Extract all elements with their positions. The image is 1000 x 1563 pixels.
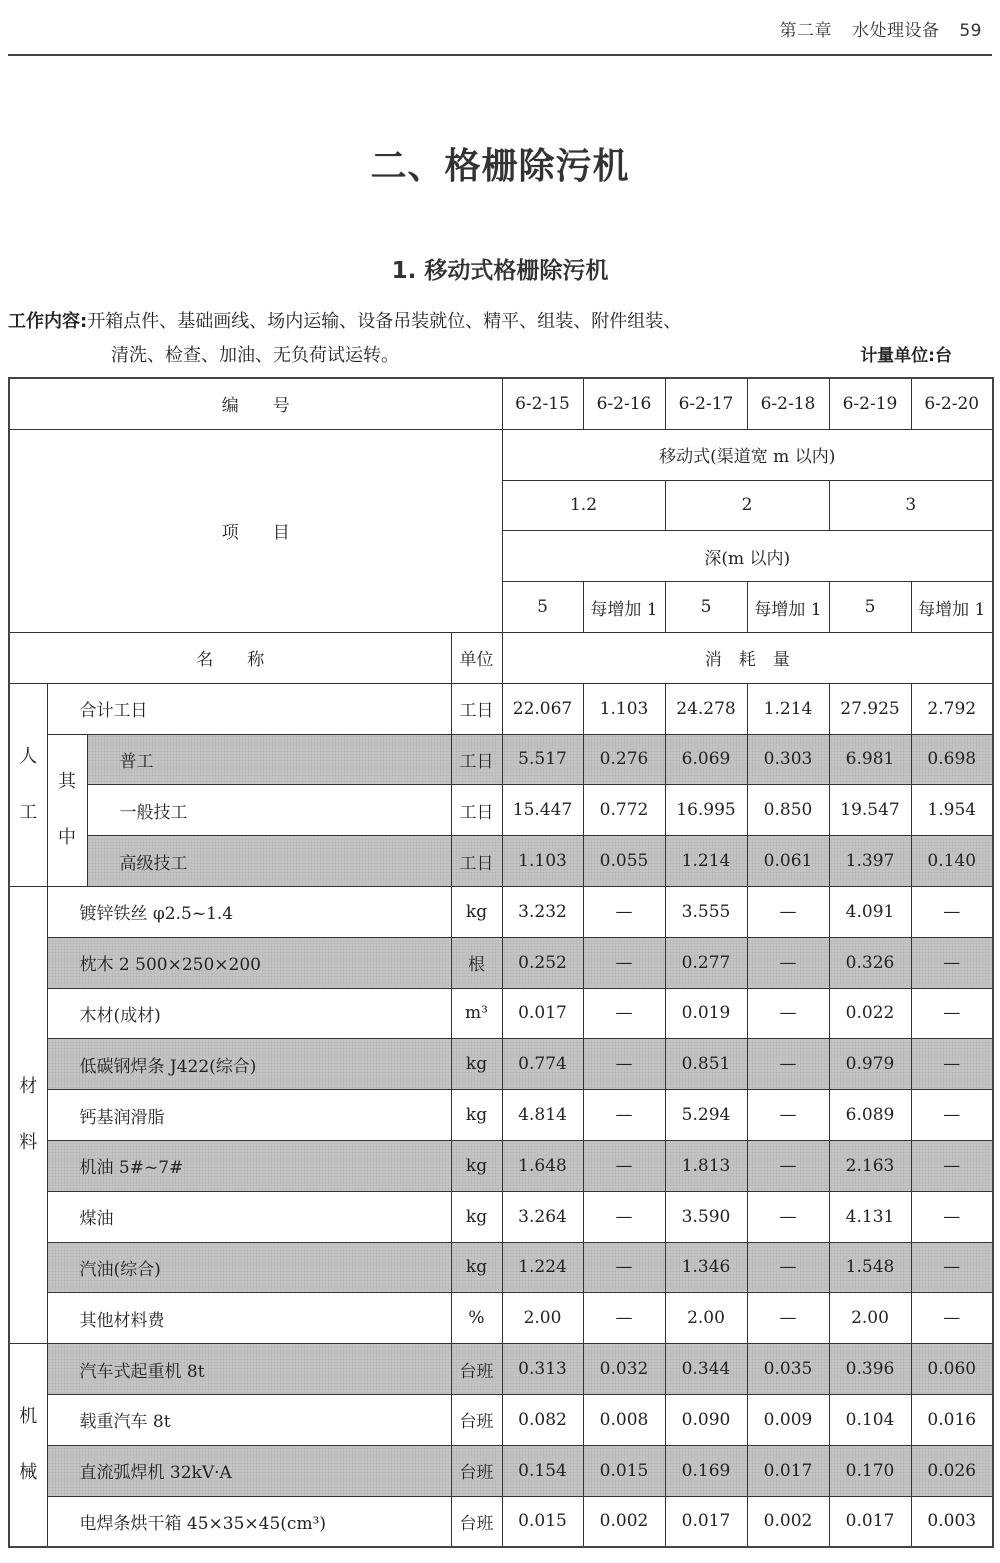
row-unit: 台班 [451, 1344, 502, 1395]
row-name: 高级技工 [87, 836, 451, 887]
header-rule [8, 54, 992, 56]
name-label: 名 称 [9, 632, 451, 683]
item-label: 项 目 [9, 429, 502, 632]
table-row: 汽油(综合) kg 1.224 — 1.346 — 1.548 — [9, 1242, 993, 1293]
code-label: 编 号 [9, 378, 502, 429]
row-unit: kg [451, 1039, 502, 1090]
code-cell: 6-2-17 [665, 378, 747, 429]
row-name: 载重汽车 8t [47, 1394, 451, 1445]
materials-category: 材 料 [9, 886, 47, 1343]
row-unit: 台班 [451, 1445, 502, 1496]
row-unit: kg [451, 1191, 502, 1242]
row-unit: 台班 [451, 1496, 502, 1547]
depth-cell: 5 [502, 582, 583, 633]
row-name: 一般技工 [87, 785, 451, 836]
machinery-category: 机 械 [9, 1344, 47, 1548]
table-row: 低碳钢焊条 J422(综合) kg 0.774 — 0.851 — 0.979 — [9, 1039, 993, 1090]
table-row: 高级技工 工日 1.103 0.055 1.214 0.061 1.397 0.140 [9, 836, 993, 887]
depth-cell: 5 [829, 582, 911, 633]
type-row [9, 429, 993, 480]
row-name: 汽车式起重机 8t [47, 1344, 451, 1395]
row-unit: m³ [451, 988, 502, 1039]
work-content-text-2: 清洗、检查、加油、无负荷试运转。 [111, 345, 399, 366]
row-name: 直流弧焊机 32kV·A [47, 1445, 451, 1496]
row-unit: 工日 [451, 785, 502, 836]
row-unit: 工日 [451, 683, 502, 734]
labor-category: 人 工 [9, 683, 47, 886]
table-row: 人 工 合计工日 工日 22.067 1.103 24.278 1.214 27.925 2.792 [9, 683, 993, 734]
table-row: 其他材料费 % 2.00 — 2.00 — 2.00 — [9, 1293, 993, 1344]
table-row: 枕木 2 500×250×200 根 0.252 — 0.277 — 0.326 — [9, 937, 993, 988]
chapter-number: 第二章 [779, 21, 833, 41]
row-name: 木材(成材) [47, 988, 451, 1039]
code-cell: 6-2-18 [747, 378, 829, 429]
work-content [8, 305, 992, 373]
width-cell: 2 [665, 480, 829, 531]
table-row: 钙基润滑脂 kg 4.814 — 5.294 — 6.089 — [9, 1090, 993, 1141]
row-name: 机油 5#~7# [47, 1140, 451, 1191]
table-row: 煤油 kg 3.264 — 3.590 — 4.131 — [9, 1191, 993, 1242]
row-name: 枕木 2 500×250×200 [47, 937, 451, 988]
row-name: 合计工日 [47, 683, 451, 734]
work-content-label: 工作内容: [8, 311, 88, 332]
row-unit: % [451, 1293, 502, 1344]
code-row [9, 378, 993, 429]
code-cell: 6-2-19 [829, 378, 911, 429]
row-name: 其他材料费 [47, 1293, 451, 1344]
width-cell: 3 [829, 480, 993, 531]
depth-cell: 每增加 1 [583, 582, 665, 633]
table-row: 木材(成材) m³ 0.017 — 0.019 — 0.022 — [9, 988, 993, 1039]
table-row: 电焊条烘干箱 45×35×45(cm³) 台班 0.015 0.002 0.017 0.002 0.017 0.003 [9, 1496, 993, 1547]
column-header-row [9, 632, 993, 683]
table-row: 直流弧焊机 32kV·A 台班 0.154 0.015 0.169 0.017 0.170 0.026 [9, 1445, 993, 1496]
quota-table [8, 377, 994, 1548]
table-row: 其 中 普工 工日 5.517 0.276 6.069 0.303 6.981 0.698 [9, 734, 993, 785]
row-name: 汽油(综合) [47, 1242, 451, 1293]
row-name: 煤油 [47, 1191, 451, 1242]
row-unit: kg [451, 886, 502, 937]
code-cell: 6-2-16 [583, 378, 665, 429]
table-row: 机 械 汽车式起重机 8t 台班 0.313 0.032 0.344 0.035 0.396 0.060 [9, 1344, 993, 1395]
measurement-unit: 计量单位:台 [860, 346, 952, 366]
row-name: 电焊条烘干箱 45×35×45(cm³) [47, 1496, 451, 1547]
row-unit: 工日 [451, 836, 502, 887]
chapter-name: 水处理设备 [851, 21, 940, 41]
row-unit: kg [451, 1140, 502, 1191]
row-unit: 根 [451, 937, 502, 988]
type-label: 移动式(渠道宽 m 以内) [502, 429, 993, 480]
depth-label: 深(m 以内) [502, 531, 993, 582]
row-unit: 台班 [451, 1394, 502, 1445]
table-row: 材 料 镀锌铁丝 φ2.5~1.4 kg 3.232 — 3.555 — 4.091 — [9, 886, 993, 937]
row-unit: kg [451, 1090, 502, 1141]
depth-cell: 每增加 1 [747, 582, 829, 633]
depth-cell: 每增加 1 [911, 582, 993, 633]
row-name: 钙基润滑脂 [47, 1090, 451, 1141]
work-content-line-2 [8, 339, 992, 373]
chapter-title: 二、格栅除污机 [370, 146, 630, 187]
consumption-label: 消 耗 量 [502, 632, 993, 683]
depth-cell: 5 [665, 582, 747, 633]
code-cell: 6-2-15 [502, 378, 583, 429]
width-cell: 1.2 [502, 480, 665, 531]
table-row: 机油 5#~7# kg 1.648 — 1.813 — 2.163 — [9, 1140, 993, 1191]
row-name: 普工 [87, 734, 451, 785]
row-unit: kg [451, 1242, 502, 1293]
table-row: 载重汽车 8t 台班 0.082 0.008 0.090 0.009 0.104 0.016 [9, 1394, 993, 1445]
page-number: 59 [959, 21, 982, 41]
table-row: 一般技工 工日 15.447 0.772 16.995 0.850 19.547 1.954 [9, 785, 993, 836]
work-content-line-1 [8, 305, 992, 339]
row-name: 镀锌铁丝 φ2.5~1.4 [47, 886, 451, 937]
row-unit: 工日 [451, 734, 502, 785]
of-which-label: 其 中 [47, 734, 87, 886]
running-head [766, 16, 982, 41]
section-title: 1. 移动式格栅除污机 [391, 258, 609, 284]
unit-label: 单位 [451, 632, 502, 683]
code-cell: 6-2-20 [911, 378, 993, 429]
row-name: 低碳钢焊条 J422(综合) [47, 1039, 451, 1090]
work-content-text-1: 开箱点件、基础画线、场内运输、设备吊装就位、精平、组装、附件组装、 [87, 311, 682, 332]
